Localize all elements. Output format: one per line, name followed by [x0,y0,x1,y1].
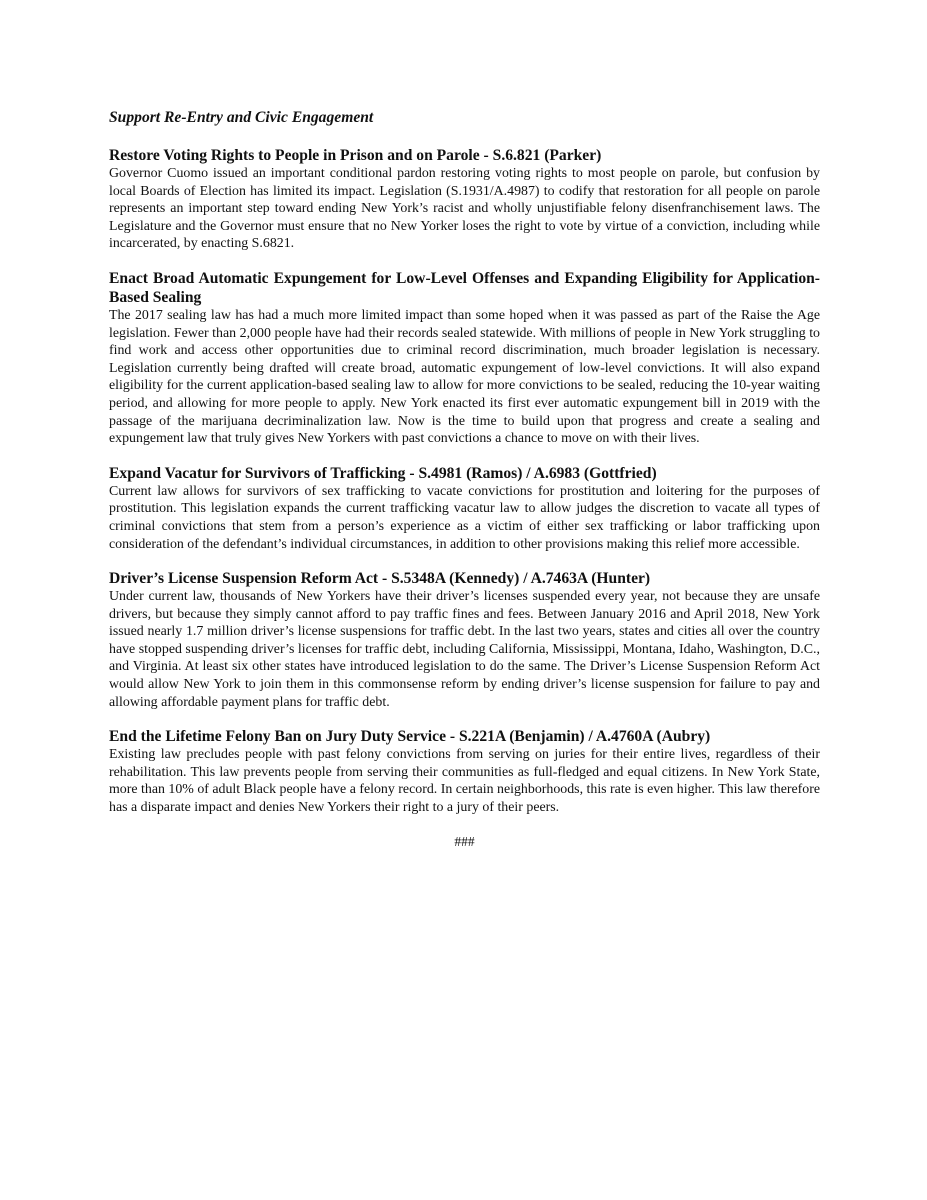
item-body: Under current law, thousands of New Yorkers have their driver’s licenses suspended every year, not because they are unsafe drivers, but because they simply cannot afford to pay traffic fines and fees. Between January 2016 and April 2018, New York issued nearly 1.7 million driver’s license suspensions for traffic debt. In the last two years, states and cities all over the country have stopped suspending driver’s licenses for traffic debt, including California, Mississippi, Montana, Idaho, Washington, D.C., and Virginia. At least six other states have introduced legislation to do the same. The Driver’s License Suspension Reform Act would allow New York to join them in this commonsense reform by ending driver’s license suspension for failure to pay and allowing affordable payment plans for traffic debt. [109,589,820,710]
item-vacatur [109,464,820,553]
end-mark: ### [454,833,475,849]
item-heading: Expand Vacatur for Survivors of Trafficking - S.4981 (Ramos) / A.6983 (Gottfried) [109,464,657,482]
item-jury-duty [109,727,820,816]
item-drivers-license [109,569,820,711]
item-body: Governor Cuomo issued an important conditional pardon restoring voting rights to most people on parole, but confusion by local Boards of Election has limited its impact. Legislation (S.1931/A.4987) to codify that restoration for all people on parole represents an important step toward ending New York’s racist and wholly unjustifiable felony disenfranchisement laws. The Legislature and the Governor must ensure that no New Yorker loses the right to vote by virtue of a conviction, including while incarcerated, by enacting S.6821. [109,166,820,252]
item-body: Existing law precludes people with past felony convictions from serving on juries for their entire lives, regardless of their rehabilitation. This law prevents people from serving their communities as full-fledged and equal citizens. In New York State, more than 10% of adult Black people have a felony record. In certain neighborhoods, this rate is even higher. This law therefore has a disparate impact and denies New Yorkers their right to a jury of their peers. [109,747,821,816]
item-body: The 2017 sealing law has had a much more limited impact than some hoped when it was passed as part of the Raise the Age legislation. Fewer than 2,000 people have had their records sealed statewide. With millions of people in New York struggling to find work and access other opportunities due to criminal record discrimination, much broader legislation is necessary. Legislation currently being drafted will create broad, automatic expungement of low-level convictions. It will also expand eligibility for the current application-based sealing law to allow for more convictions to be sealed, reducing the 10-year waiting period, and allowing for more people to apply. New York enacted its first ever automatic expungement bill in 2019 with the passage of the marijuana decriminalization law. Now is the time to build upon that progress and create a sealing and expungement law that truly gives New Yorkers with past convictions a chance to move on with their lives. [109,307,820,447]
item-body: Current law allows for survivors of sex trafficking to vacate convictions for prostitution and loitering for the purposes of prostitution. This legislation expands the current trafficking vacatur law to allow judges the discretion to vacate all types of criminal convictions that stem from a person’s experience as a victim of either sex trafficking or labor trafficking upon consideration of the defendant’s individual circumstances, in addition to other provisions making this relief more accessible. [109,483,820,552]
item-heading: End the Lifetime Felony Ban on Jury Duty Service - S.221A (Benjamin) / A.4760A (Aubry) [109,728,711,746]
document-page [109,108,820,851]
section-title: Support Re-Entry and Civic Engagement [109,109,374,126]
item-voting-rights [109,146,820,253]
item-heading: Driver’s License Suspension Reform Act - S.5348A (Kennedy) / A.7463A (Hunter) [109,570,651,588]
item-heading: Enact Broad Automatic Expungement for Low-Level Offenses and Expanding Eligibility for Application-Based Sealing [109,269,820,306]
item-expungement [109,269,820,448]
item-heading: Restore Voting Rights to People in Prison and on Parole - S.6.821 (Parker) [109,147,602,164]
